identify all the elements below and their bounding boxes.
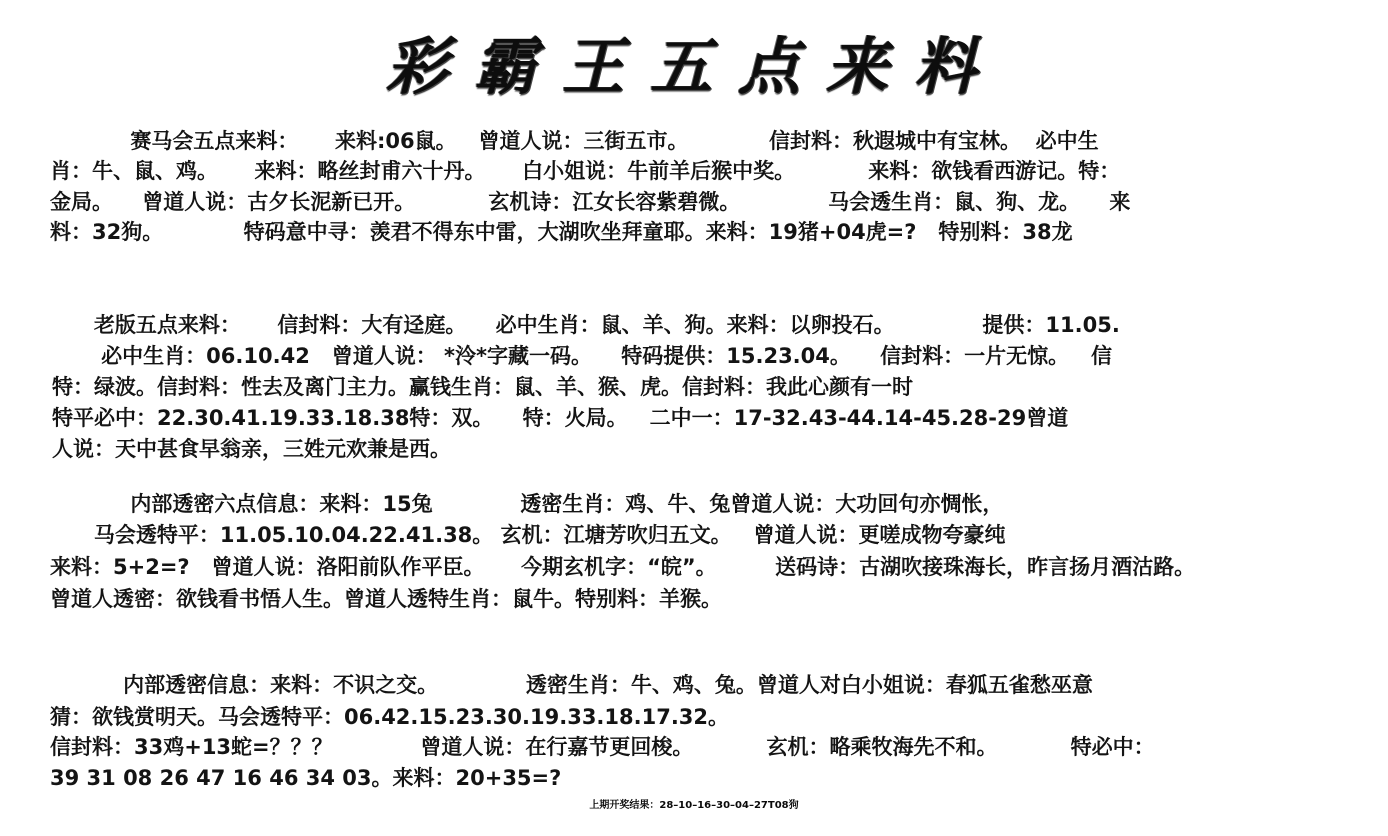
section-3-line-2: 马会透特平：11.05.10.04.22.41.38。 玄机：江塘芳吹归五文。 曾道人说：更嗟成物夸豪纯 (50, 523, 1006, 547)
section-4-line-3: 信封料：33鸡+13蛇=？？？ 曾道人说：在行嘉节更回梭。 玄机：略乘牧海先不和。 特必中： (50, 735, 1155, 759)
section-3-line-1: 内部透密六点信息：来料：15兔 透密生肖：鸡、牛、兔曾道人说：大功回句亦惆怅， (50, 492, 1004, 516)
section-2-line-1: 老版五点来料： 信封料：大有迳庭。 必中生肖：鼠、羊、狗。来料：以卵投石。 提供：11.05. (50, 313, 1120, 337)
section-1-line-1: 赛马会五点来料： 来料:06鼠。 曾道人说：三街五市。 信封料：秋遐城中有宝林。 必中生 (50, 129, 1099, 153)
section-3-line-4: 曾道人透密：欲钱看书悟人生。曾道人透特生肖：鼠牛。特别料：羊猴。 (50, 587, 722, 611)
section-4-line-1: 内部透密信息：来料：不识之交。 透密生肖：牛、鸡、兔。曾道人对白小姐说：春狐五雀愁巫意 (50, 673, 1093, 697)
section-2-line-4: 特平必中：22.30.41.19.33.18.38特：双。 特：火局。 二中一：17-32.43-44.14-45.28-29曾道 (52, 406, 1069, 430)
section-3-line-3: 来料：5+2=? 曾道人说：洛阳前队作平臣。 今期玄机字：“皖”。 送码诗：古湖吹接珠海长，昨言扬月酒沽路。 (50, 555, 1196, 579)
section-2-line-5: 人说：天中甚食早翁亲，三姓元欢兼是西。 (52, 437, 451, 461)
section-2-line-3: 特：绿波。信封料：性去及离门主力。赢钱生肖：鼠、羊、猴、虎。信封料：我此心颜有一时 (52, 375, 913, 399)
section-2-line-2: 必中生肖：06.10.42 曾道人说： *泠*字藏一码。 特码提供：15.23.04。 信封料：一片无惊。 信 (50, 344, 1113, 368)
section-1-line-2: 肖：牛、鼠、鸡。 来料：略丝封甫六十丹。 白小姐说：牛前羊后猴中奖。 来料：欲钱看西游记。特： (50, 159, 1121, 183)
section-4-line-2: 猜：欲钱赏明天。马会透特平：06.42.15.23.30.19.33.18.17.32。 (50, 705, 730, 729)
page-title: 彩霸王五点来料 (385, 30, 1002, 103)
section-4-line-4: 39 31 08 26 47 16 46 34 03。来料：20+35=? (50, 766, 562, 790)
last-draw-result: 上期开奖结果：28–10–16–30–04–27T08狗 (589, 800, 799, 811)
section-1-line-4: 料：32狗。 特码意中寻：羡君不得东中雷，大湖吹坐拜童耶。来料：19猪+04虎=? 特别料：38龙 (50, 220, 1073, 244)
section-1-line-3: 金局。 曾道人说：古夕长泥新已开。 玄机诗：江女长容紫碧微。 马会透生肖：鼠、狗、龙。 来 (50, 190, 1131, 214)
